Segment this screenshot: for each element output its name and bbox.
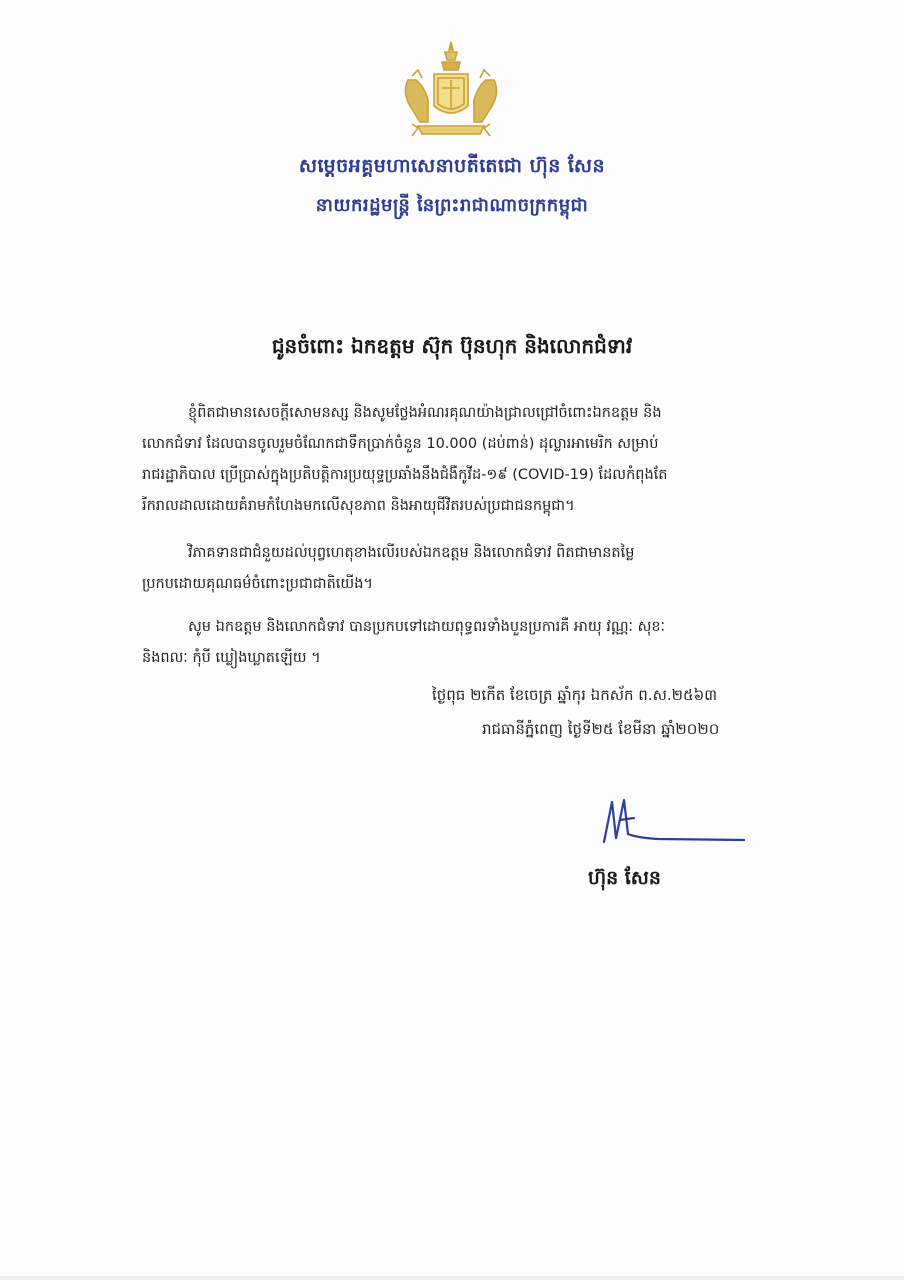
signer-name: ហ៊ុន សែន [588, 867, 661, 889]
recipient-line: ជូនចំពោះ ឯកឧត្តម ស៊ុក ប៊ុនហុក និងលោកជំទាវ [271, 334, 633, 358]
body-paragraph-1 [142, 398, 772, 522]
paragraph-line: វិភាគទានជាជំនួយដល់បុព្វហេតុខាងលើរបស់ឯកឧត្តម និងលោកជំទាវ ពិតជាមានតម្លៃ [188, 545, 635, 561]
body-paragraph-3 [142, 612, 772, 674]
signature-icon [598, 794, 758, 854]
solar-date: រាជធានីភ្នំពេញ ថ្ងៃទី២៥ ខែមីនា ឆ្នាំ២០២០ [482, 720, 720, 738]
paragraph-line: និងពលៈ កុំបី ឃ្លៀងឃ្លាតឡើយ ។ [142, 650, 321, 666]
page-bottom-edge [0, 1276, 904, 1280]
paragraph-line: ខ្ញុំពិតជាមានសេចក្តីសោមនស្ស និងសូមថ្លែងអំណរគុណយ៉ាងជ្រាលជ្រៅចំពោះឯកឧត្តម និង [188, 405, 662, 421]
paragraph-line: រីករាលដាលដោយគំរាមកំហែងមកលើសុខភាព និងអាយុជីវិតរបស់ប្រជាជនកម្ពុជា។ [142, 498, 575, 514]
royal-arms-icon [398, 40, 504, 140]
sender-position: នាយករដ្ឋមន្ត្រី នៃព្រះរាជាណាចក្រកម្ពុជា [315, 195, 589, 216]
paragraph-line: លោកជំទាវ ដែលបានចូលរួមចំណែកជាទឹកប្រាក់ចំនួន 10.000 (ដប់ពាន់) ដុល្លារអាមេរិក សម្រាប់ [142, 436, 659, 452]
sender-title: សម្តេចអគ្គមហាសេនាបតីតេជោ ហ៊ុន សែន [298, 155, 606, 177]
lunar-date: ថ្ងៃពុធ ២កើត ខែចេត្រ ឆ្នាំកុរ ឯកស័ក ព.ស.២៥៦៣ [432, 686, 718, 704]
paragraph-line: ប្រកបដោយគុណធម៌ចំពោះប្រជាជាតិយើង។ [142, 576, 373, 592]
paragraph-line: សូម ឯកឧត្តម និងលោកជំទាវ បានប្រកបទៅដោយពុទ្ធពរទាំងបួនប្រការគឺ អាយុ វណ្ណៈ សុខៈ [188, 619, 666, 635]
paragraph-line: រាជរដ្ឋាភិបាល ប្រើប្រាស់ក្នុងប្រតិបត្តិការប្រយុទ្ធប្រឆាំងនឹងជំងឺកូវីដ-១៩ (COVID-19) ដែលកំពុងតែ [142, 467, 668, 483]
body-paragraph-2 [142, 538, 772, 600]
